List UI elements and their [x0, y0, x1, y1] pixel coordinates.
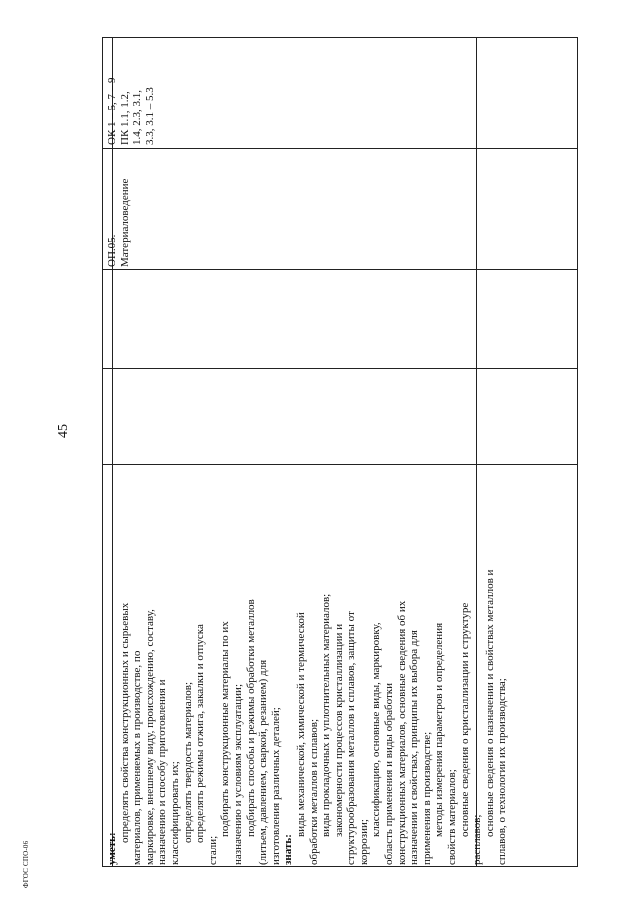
skills-heading: уметь: — [106, 832, 118, 865]
skills-line: назначению и условиям эксплуатации; — [231, 683, 244, 865]
knowledge-line: коррозии; — [357, 819, 370, 865]
competency-line: 1.4, 2.3, 3.1, — [131, 90, 144, 145]
knowledge-line: область применения и виды обработки — [383, 682, 396, 865]
footer-standard-code: ФГОС СПО-06 — [22, 840, 30, 888]
knowledge-line: виды механической, химической и термической — [294, 612, 307, 837]
knowledge-line: обработки металлов и сплавов; — [307, 718, 320, 865]
knowledge-line: конструкционных материалов, основные сведения об их — [395, 600, 408, 865]
skills-line: материалов, применяемых в производстве, по — [131, 650, 144, 865]
row-divider — [103, 464, 577, 465]
skills-line: маркировке, внешнему виду, происхождению, составу, — [143, 609, 156, 865]
row-divider — [103, 368, 577, 369]
row-divider — [103, 269, 577, 270]
skills-knowledge-text — [106, 470, 509, 865]
competencies-text — [106, 45, 156, 145]
knowledge-line: основные сведения о назначении и свойствах металлов и — [483, 569, 496, 837]
skills-line: стали; — [206, 835, 219, 865]
knowledge-line: методы измерения параметров и определения — [433, 622, 446, 837]
knowledge-line: применения в производстве; — [420, 731, 433, 865]
row-divider — [103, 148, 577, 149]
skills-line: (литьем, давлением, сваркой, резанием) для — [257, 659, 270, 865]
page-number: 45 — [56, 424, 71, 438]
knowledge-line: свойств материалов; — [446, 769, 459, 865]
discipline-code: ОП.05. — [106, 234, 118, 267]
skills-line: классифицировать их; — [168, 761, 181, 865]
skills-line: определять свойства конструкционных и сырьевых — [118, 602, 131, 843]
knowledge-heading: знать: — [282, 834, 295, 865]
knowledge-line: назначении и свойствах, принципы их выбора для — [408, 630, 421, 865]
discipline-title: Материаловедение — [118, 178, 131, 267]
skills-line: назначению и способу приготовления и — [156, 679, 169, 865]
skills-line: определять режимы отжига, закалки и отпуска — [194, 624, 207, 843]
knowledge-line: расплавов; — [471, 814, 484, 865]
competency-line: ПК 1.1, 1.2, — [118, 91, 131, 145]
skills-line: изготовления различных деталей; — [269, 707, 282, 865]
knowledge-line: основные сведения о кристаллизации и структуре — [458, 602, 471, 837]
knowledge-line: классификацию, основные виды, маркировку, — [370, 622, 383, 837]
knowledge-line: сплавов, о технологии их производства; — [496, 678, 509, 865]
discipline-text — [106, 152, 131, 267]
skills-line: определять твердость материалов; — [181, 681, 194, 843]
skills-line: подбирать конструкционные материалы по их — [219, 621, 232, 837]
curriculum-table — [102, 37, 578, 867]
competency-line: ОК 1 – 5, 7 – 9 — [106, 77, 118, 145]
skills-line: подбирать способы и режимы обработки металлов — [244, 599, 257, 837]
knowledge-line: структурообразования металлов и сплавов, защиты от — [345, 611, 358, 865]
knowledge-line: виды прокладочных и уплотнительных материалов; — [320, 593, 333, 837]
competency-line: 3.3, 3.1 – 5.3 — [143, 87, 156, 145]
knowledge-line: закономерности процессов кристаллизации и — [332, 623, 345, 837]
